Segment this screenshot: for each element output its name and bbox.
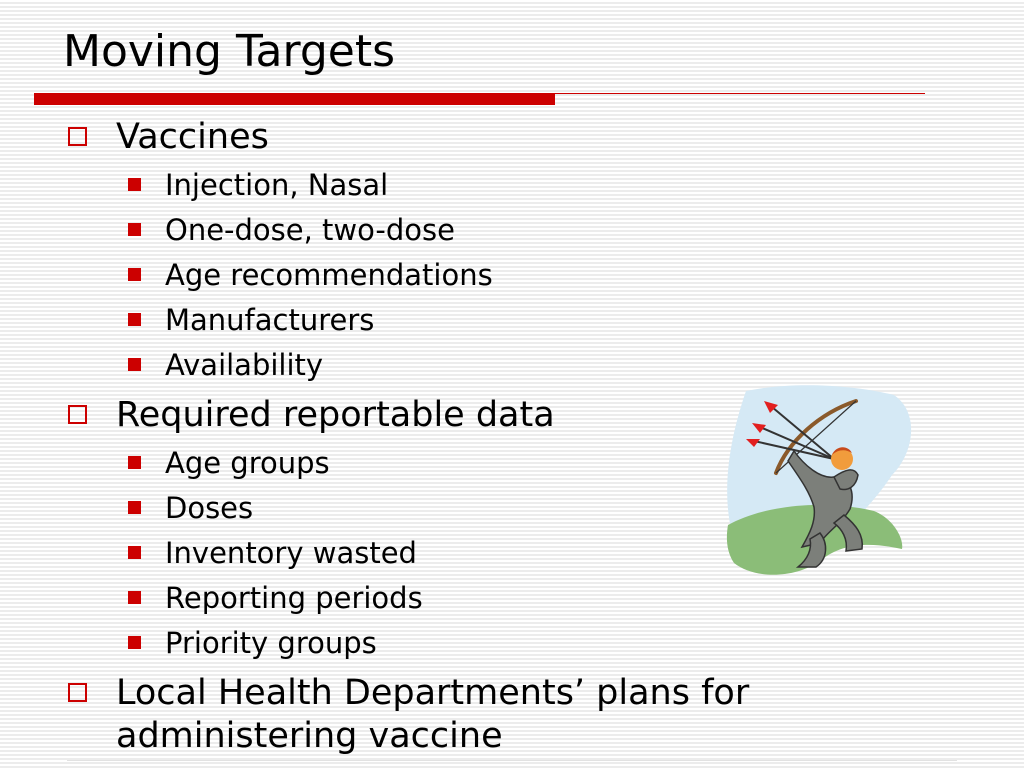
title-accent-line	[555, 93, 925, 94]
hollow-square-bullet-icon	[68, 127, 87, 146]
filled-square-bullet-icon	[128, 223, 141, 236]
bullet-required-reportable-data: Required reportable data	[116, 395, 555, 435]
filled-square-bullet-icon	[128, 178, 141, 191]
bullet-local-health-departments-cont: administering vaccine	[116, 716, 503, 756]
filled-square-bullet-icon	[128, 546, 141, 559]
filled-square-bullet-icon	[128, 313, 141, 326]
sub-bullet: One-dose, two-dose	[165, 213, 455, 247]
sub-bullet: Reporting periods	[165, 581, 423, 615]
filled-square-bullet-icon	[128, 636, 141, 649]
sub-bullet: Age recommendations	[165, 258, 493, 292]
sub-bullet: Priority groups	[165, 626, 377, 660]
filled-square-bullet-icon	[128, 591, 141, 604]
sub-bullet: Availability	[165, 348, 324, 382]
hollow-square-bullet-icon	[68, 683, 87, 702]
hollow-square-bullet-icon	[68, 405, 87, 424]
filled-square-bullet-icon	[128, 358, 141, 371]
sub-bullet: Inventory wasted	[165, 536, 417, 570]
footer-rule	[67, 760, 957, 761]
archer-clipart-icon	[724, 383, 920, 581]
filled-square-bullet-icon	[128, 501, 141, 514]
title-accent-bar	[34, 93, 555, 105]
sub-bullet: Manufacturers	[165, 303, 375, 337]
bullet-vaccines: Vaccines	[116, 117, 269, 157]
sub-bullet: Doses	[165, 491, 254, 525]
sub-bullet: Injection, Nasal	[165, 168, 389, 202]
slide-title: Moving Targets	[63, 26, 395, 77]
bullet-local-health-departments: Local Health Departments’ plans for	[116, 673, 750, 713]
filled-square-bullet-icon	[128, 456, 141, 469]
filled-square-bullet-icon	[128, 268, 141, 281]
sub-bullet: Age groups	[165, 446, 330, 480]
